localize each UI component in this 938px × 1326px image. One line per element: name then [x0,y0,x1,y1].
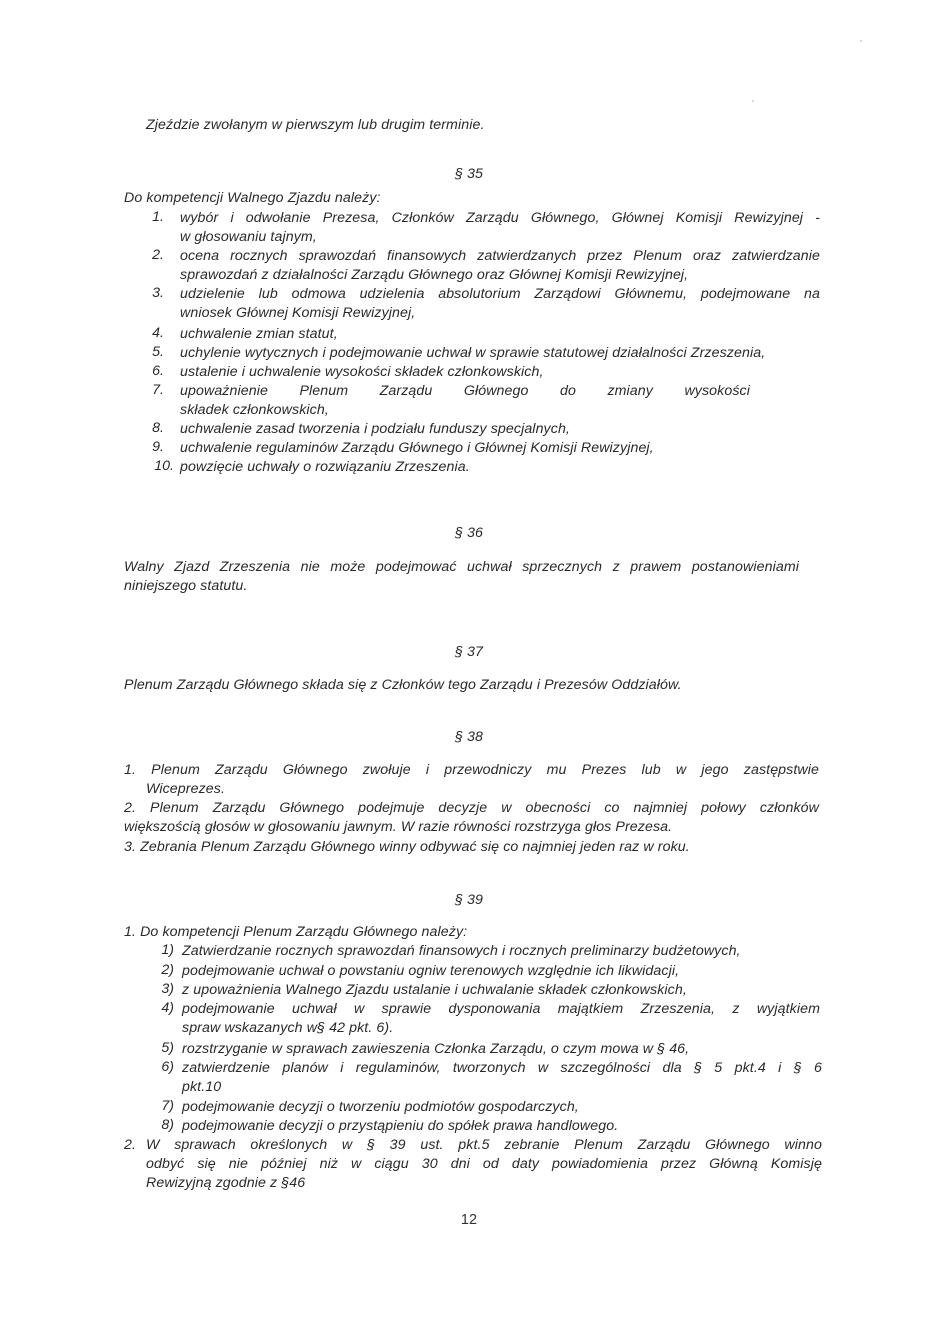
s39-item-number: 1) [161,942,174,958]
s35-item-number: 5. [152,344,164,360]
s35-item-7-line-1: upoważnienie Plenum Zarządu Głównego do zmiany wysokości [180,383,750,399]
s39-item-2: podejmowanie uchwał o powstaniu ogniw terenowych względnie ich likwidacji, [182,963,680,979]
scan-speck [752,100,754,102]
s35-item-number: 7. [152,382,164,398]
s38-p2-line-2: większością głosów w głosowaniu jawnym. W razie równości rozstrzyga głos Prezesa. [124,819,673,835]
s35-item-5: uchylenie wytycznych i podejmowanie uchwał w sprawie statutowej działalności Zrzeszenia, [180,345,766,361]
s35-item-1-line-2: w głosowaniu tajnym, [180,229,317,245]
s38-p1-line-2: Wiceprezes. [146,781,226,797]
s35-item-3-line-1: udzielenie lub odmowa udzielenia absolutorium Zarządowi Głównemu, podejmowane na [180,286,820,302]
s35-item-3-line-2: wniosek Głównej Komisji Rewizyjnej, [180,305,416,321]
section-35-heading: § 35 [454,166,483,182]
s39-item-4-line-2: spraw wskazanych w§ 42 pkt. 6). [182,1020,394,1036]
s35-item-1-line-1: wybór i odwołanie Prezesa, Członków Zarządu Głównego, Głównej Komisji Rewizyjnej - [180,210,820,226]
s35-item-number: 6. [152,363,164,379]
s38-p1-line-1: 1. Plenum Zarządu Głównego zwołuje i przewodniczy mu Prezes lub w jego zastępstwie [124,762,819,778]
s36-line-1: Walny Zjazd Zrzeszenia nie może podejmować uchwał sprzecznych z prawem postanowieniami [124,559,799,575]
s39-item-7: podejmowanie decyzji o tworzeniu podmiotów gospodarczych, [182,1099,579,1115]
s35-item-8: uchwalenie zasad tworzenia i podziału funduszy specjalnych, [180,421,570,437]
s39-item-number: 4) [161,1000,174,1016]
s35-item-number: 10. [154,458,174,474]
s39-item-8: podejmowanie decyzji o przystąpieniu do spółek prawa handlowego. [182,1118,619,1134]
s35-item-4: uchwalenie zmian statut, [180,326,338,342]
s39-intro: 1. Do kompetencji Plenum Zarządu Głównego należy: [124,924,468,940]
section-38-heading: § 38 [454,729,483,745]
s38-p2-line-1: 2. Plenum Zarządu Głównego podejmuje decyzje w obecności co najmniej połowy członków [124,800,819,816]
s35-item-10: powzięcie uchwały o rozwiązaniu Zrzeszenia. [180,459,470,475]
scan-speck [860,40,862,42]
s35-item-number: 4. [152,325,164,341]
s39-item-5: rozstrzyganie w sprawach zawieszenia Członka Zarządu, o czym mowa w § 46, [182,1041,690,1057]
s39-item-number: 3) [161,981,174,997]
s39-p2-line-2: odbyć się nie później niż w ciągu 30 dni od daty powiadomienia przez Główną Komisję [146,1156,822,1172]
section-36-heading: § 36 [454,525,483,541]
s35-item-number: 8. [152,420,164,436]
s39-item-number: 8) [161,1117,174,1133]
s39-item-4-line-1: podejmowanie uchwał w sprawie dysponowania majątkiem Zrzeszenia, z wyjątkiem [182,1001,820,1017]
section-37-heading: § 37 [454,644,483,660]
s35-item-7-line-2: składek członkowskich, [180,402,329,418]
s39-item-6-line-1: zatwierdzenie planów i regulaminów, tworzonych w szczególności dla § 5 pkt.4 i § 6 [182,1060,822,1076]
s37-line-1: Plenum Zarządu Głównego składa się z Członków tego Zarządu i Prezesów Oddziałów. [124,677,682,693]
s35-item-number: 1. [152,209,164,225]
s36-line-2: niniejszego statutu. [124,578,248,594]
s39-item-number: 6) [161,1059,174,1075]
s35-item-6: ustalenie i uchwalenie wysokości składek członkowskich, [180,364,544,380]
s39-p2-number: 2. [124,1137,137,1153]
s39-item-1: Zatwierdzanie rocznych sprawozdań finansowych i rocznych preliminarzy budżetowych, [182,943,741,959]
s39-p2-line-1: W sprawach określonych w § 39 ust. pkt.5 zebranie Plenum Zarządu Głównego winno [146,1137,822,1153]
s39-item-number: 2) [161,962,174,978]
s39-item-number: 7) [161,1098,174,1114]
continuation-line: Zjeździe zwołanym w pierwszym lub drugim terminie. [146,117,485,133]
s35-item-number: 2. [152,247,164,263]
page-number: 12 [460,1212,478,1228]
s35-item-2-line-1: ocena rocznych sprawozdań finansowych zatwierdzanych przez Plenum oraz zatwierdzanie [180,248,820,264]
s39-item-number: 5) [161,1040,174,1056]
s39-p2-line-3: Rewizyjną zgodnie z §46 [146,1175,306,1191]
s35-item-number: 9. [152,439,164,455]
s35-item-2-line-2: sprawozdań z działalności Zarządu Głównego oraz Głównej Komisji Rewizyjnej, [180,267,689,283]
s35-item-number: 3. [152,285,164,301]
s39-item-6-line-2: pkt.10 [182,1079,222,1095]
section-35-intro: Do kompetencji Walnego Zjazdu należy: [124,190,381,206]
section-39-heading: § 39 [454,892,483,908]
s39-item-3: z upoważnienia Walnego Zjazdu ustalanie i uchwalanie składek członkowskich, [182,982,687,998]
s38-p3: 3. Zebrania Plenum Zarządu Głównego winny odbywać się co najmniej jeden raz w roku. [124,839,690,855]
s35-item-9: uchwalenie regulaminów Zarządu Głównego i Głównej Komisji Rewizyjnej, [180,440,654,456]
